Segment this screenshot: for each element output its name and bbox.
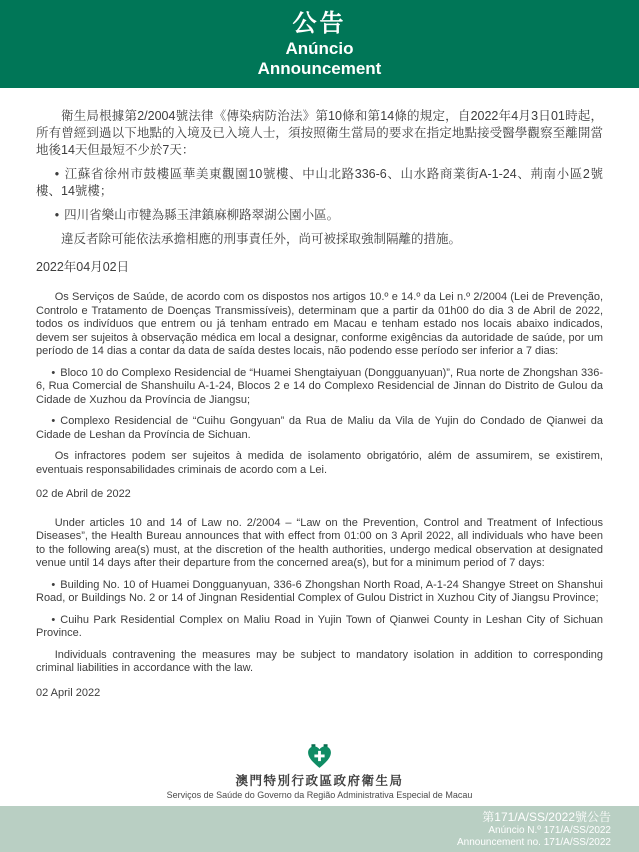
section-portuguese xyxy=(36,291,603,502)
chinese-date: 2022年04月02日 xyxy=(36,260,130,274)
english-intro-paragraph: Under articles 10 and 14 of Law no. 2/2004 – “Law on the Prevention, Control and Treatment of Infectious Diseases”, the Health Bureau announces that with effect from 01:00 on 3 April 2022, all individuals who have been to the following area(s) must, at the discretion of the health authorities, undergo medical observation at designated venue until 14 days after their departure from the concerned area(s), but for a minimum period of 7 days: xyxy=(36,516,603,569)
banner-title-pt: Anúncio xyxy=(285,39,354,59)
announcement-number-zh: 第171/A/SS/2022號公告 xyxy=(482,810,611,824)
header-banner xyxy=(0,0,639,88)
portuguese-location-text-2: Complexo Residencial de “Cuihu Gongyuan” da Rua de Maliu da Vila de Yujin do Condado de Qianwei da Cidade de Leshan da Província de Sichuan. xyxy=(36,415,603,441)
health-bureau-heart-cross-icon xyxy=(306,744,333,769)
banner-title-zh: 公告 xyxy=(292,10,347,38)
portuguese-location-item-1 xyxy=(36,367,603,408)
chinese-location-text-1: 江蘇省徐州市鼓樓區華美東觀園10號樓、中山北路336-6、山水路商業街A-1-24、荊南小區2號樓、14號樓； xyxy=(36,167,603,198)
portuguese-warning-paragraph: Os infractores podem ser sujeitos à medida de isolamento obrigatório, além de assumirem, se existirem, eventuais responsabilidades criminais de acordo com a Lei. xyxy=(36,450,603,476)
english-location-text-2: Cuihu Park Residential Complex on Maliu Road in Yujin Town of Qianwei County in Leshan City of Sichuan Province. xyxy=(36,613,603,639)
chinese-location-text-2: 四川省樂山市犍為縣玉津鎮麻柳路翠湖公園小區。 xyxy=(64,208,340,222)
bullet-icon: • xyxy=(51,366,56,379)
footer xyxy=(0,744,639,852)
bullet-icon: • xyxy=(54,208,60,222)
portuguese-date: 02 de Abril de 2022 xyxy=(36,488,131,500)
portuguese-location-text-1: Bloco 10 do Complexo Residencial de “Huamei Shengtaiyuan (Dongguanyuan)”, Rua norte de Zhongshan 336-6, Rua Comercial de Shanshuilu A-1-24, Blocos 2 e 14 do Complexo Residencial de Jinnan do Distrito de Gulou da Cidade de Xuzhou da Província de Jiangsu; xyxy=(36,366,603,406)
chinese-location-item-2 xyxy=(36,207,603,224)
bullet-icon: • xyxy=(51,613,56,626)
english-warning-paragraph: Individuals contravening the measures may be subject to mandatory isolation in addition to corresponding criminal liabilities in accordance with the law. xyxy=(36,648,603,674)
english-location-item-2 xyxy=(36,614,603,641)
portuguese-location-item-2 xyxy=(36,415,603,442)
section-chinese xyxy=(36,108,603,276)
announcement-body xyxy=(0,88,639,700)
issuer-name-pt: Serviços de Saúde do Governo da Região Administrativa Especial de Macau xyxy=(166,790,473,800)
bullet-icon: • xyxy=(51,415,56,427)
chinese-intro-paragraph: 衛生局根據第2/2004號法律《傳染病防治法》第10條和第14條的規定，自2022年4月3日01時起，所有曾經到過以下地點的入境及已入境人士，須按照衛生當局的要求在指定地點接受醫學觀察至離開當地後14天但最短不少於7天： xyxy=(36,109,603,157)
announcement-number-en: Announcement no. 171/A/SS/2022 xyxy=(456,837,611,848)
issuer-block xyxy=(0,744,639,806)
english-date: 02 April 2022 xyxy=(36,686,101,699)
reference-number-bar xyxy=(0,806,639,852)
announcement-number-pt: Anúncio N.º 171/A/SS/2022 xyxy=(488,825,611,836)
chinese-warning-paragraph: 違反者除可能依法承擔相應的刑事責任外，尚可被採取強制隔離的措施。 xyxy=(61,232,462,246)
banner-title-en: Announcement xyxy=(257,59,382,78)
english-location-text-1: Building No. 10 of Huamei Dongguanyuan, 336-6 Zhongshan North Road, A-1-24 Shangye Street on Shanshui Road, or Buildings No. 2 or 14 of Jingnan Residential Complex of Gulou District in Xuzhou City of Jiangsu Province; xyxy=(36,578,603,604)
chinese-location-item-1 xyxy=(36,166,603,200)
section-english xyxy=(36,517,603,701)
bullet-icon: • xyxy=(51,578,56,591)
bullet-icon: • xyxy=(54,167,60,181)
portuguese-intro-paragraph: Os Serviços de Saúde, de acordo com os dispostos nos artigos 10.º e 14.º da Lei n.º 2/2004 (Lei de Prevenção, Controlo e Tratamento de Doenças Transmissíveis), determinam que a partir da 01h00 do dia 3 de Abril de 2022, todos os indivíduos que entrem ou já tenham entrado em Macau e tenham estado nos locais abaixo indicados, devem ser sujeitos à observação médica em local a designar, conforme exigências da autoridade de saúde, por um período de 14 dias a contar da data de saída destes locais, não podendo esse período ser inferior a 7 dias: xyxy=(36,291,603,357)
issuer-name-zh: 澳門特別行政區政府衛生局 xyxy=(235,774,404,788)
english-location-item-1 xyxy=(36,579,603,606)
